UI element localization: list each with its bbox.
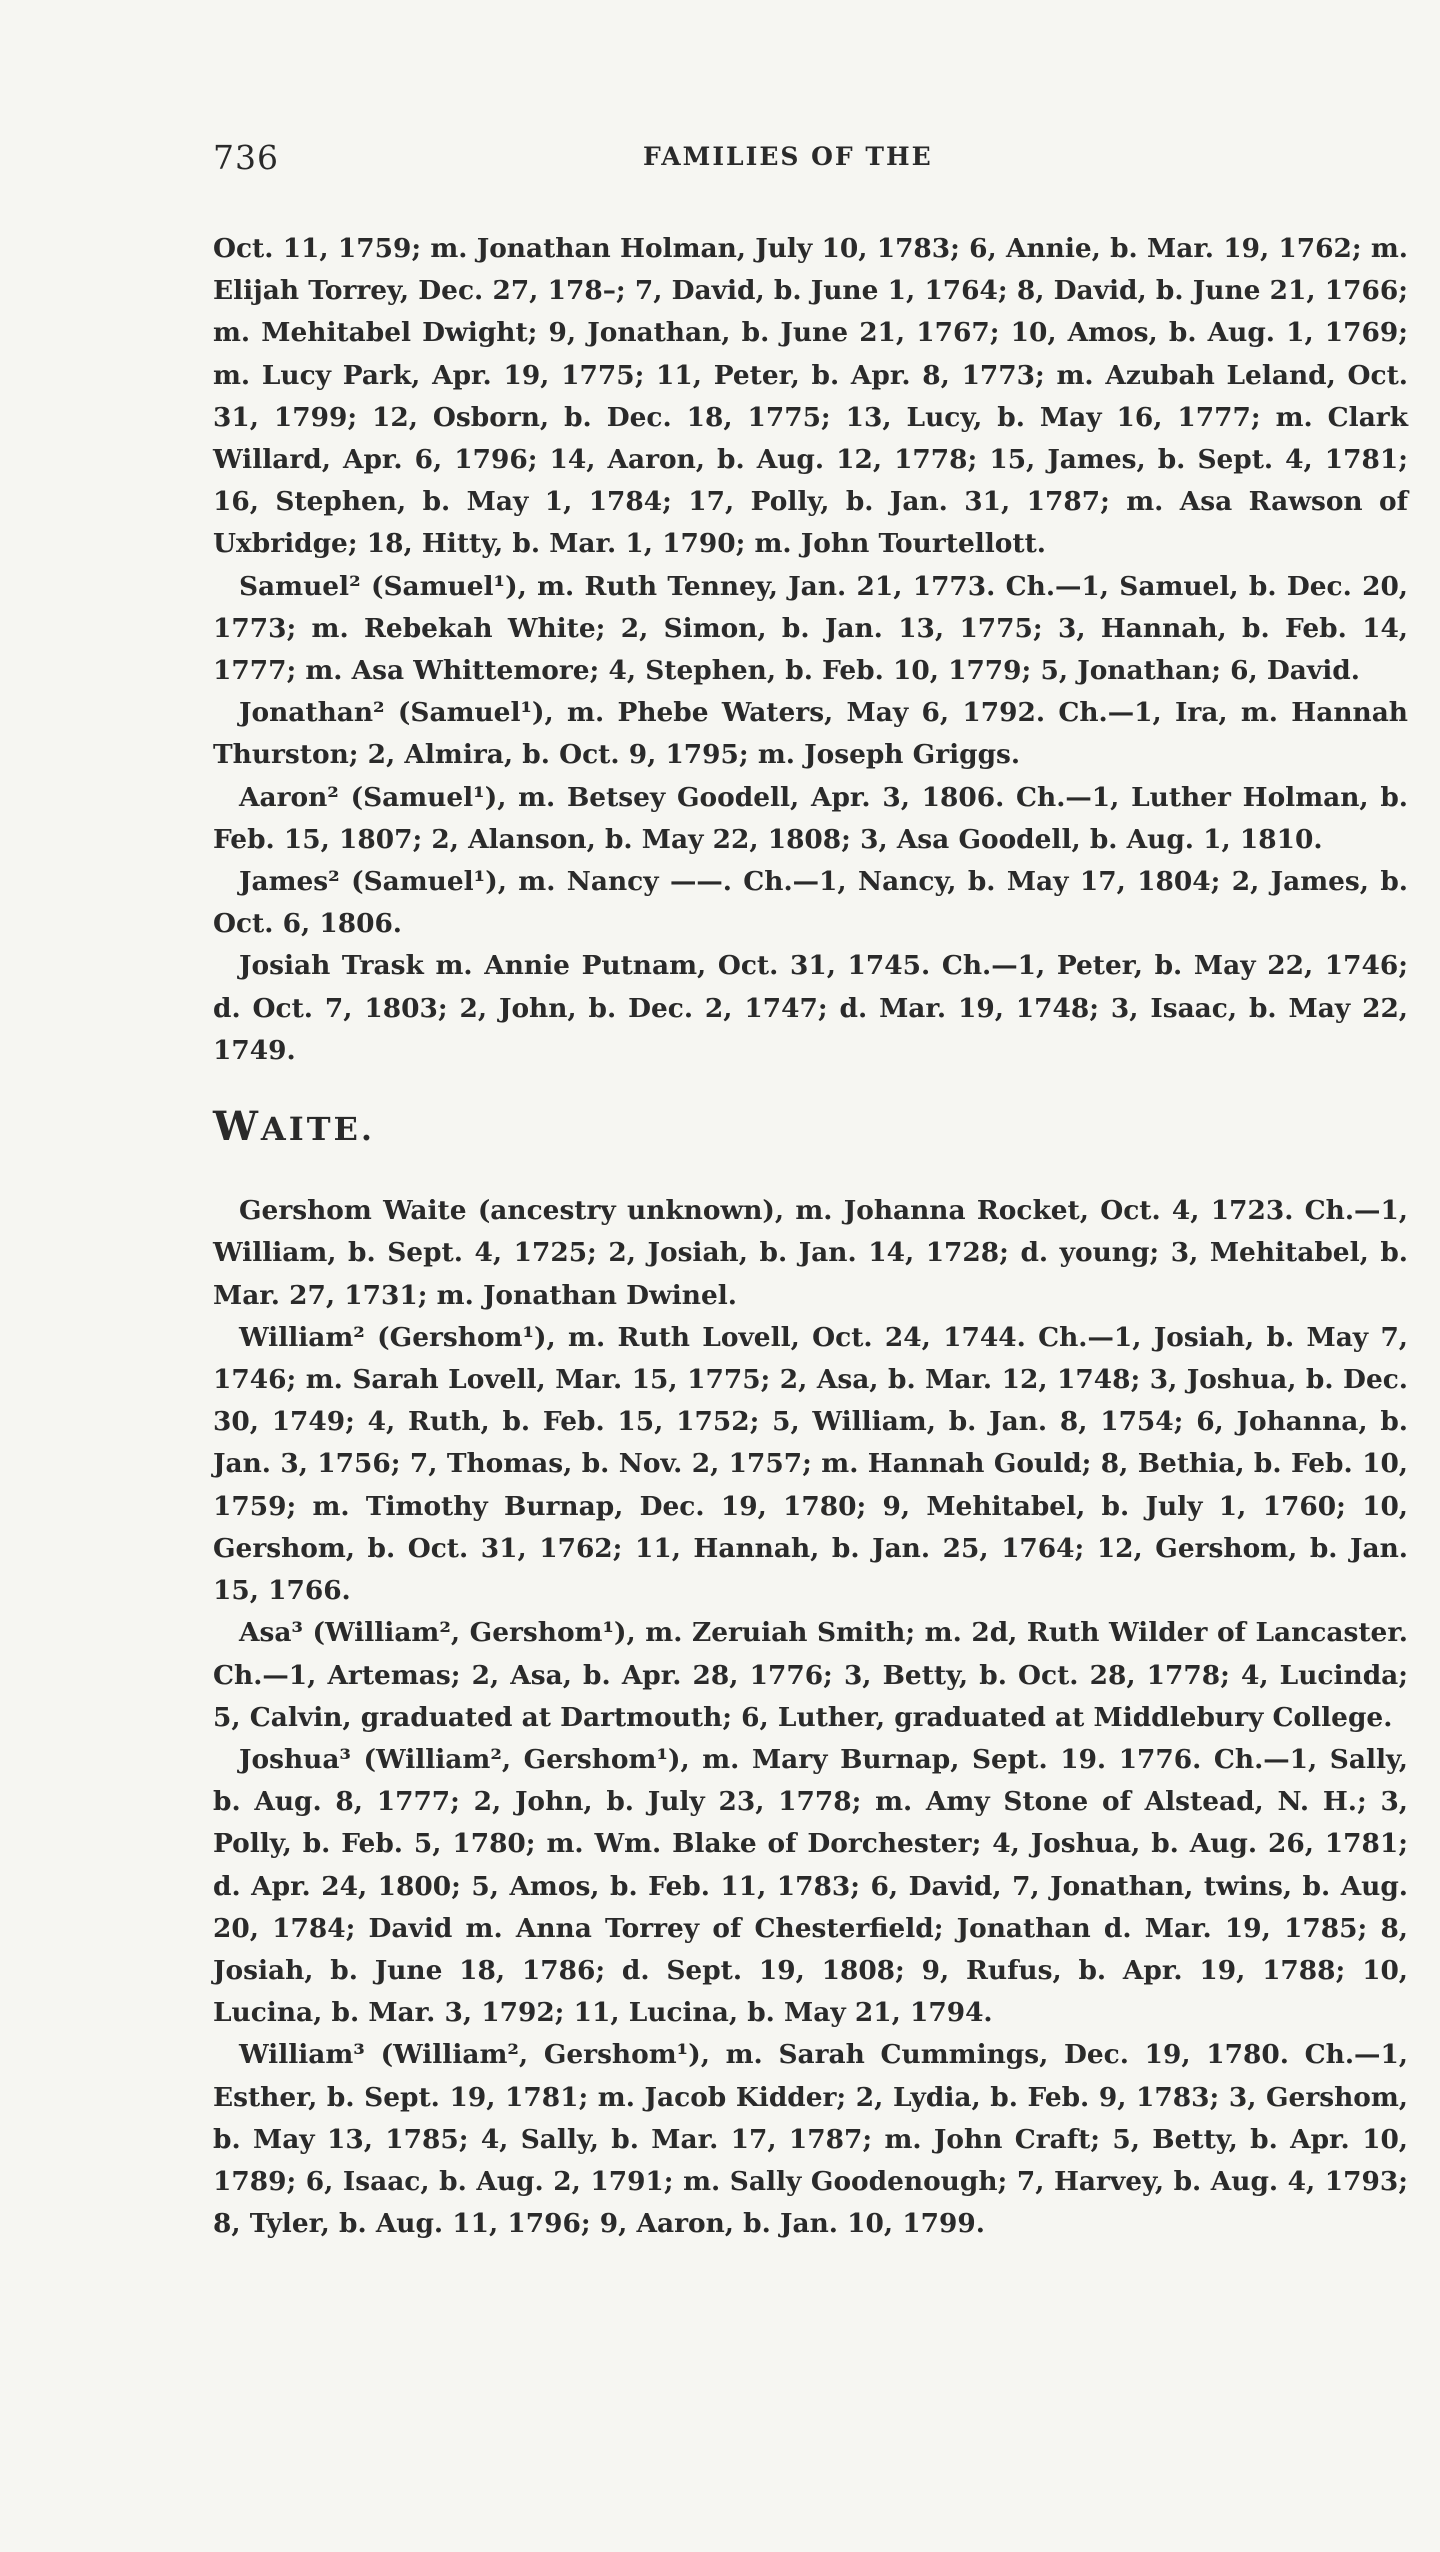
paragraph-asa-3: Asa³ (William², Gershom¹), m. Zeruiah Smith; m. 2d, Ruth Wilder of Lancaster. Ch.—1, Artemas; 2, Asa, b. Apr. 28, 1776; 3, Betty, b. Oct. 28, 1778; 4, Lucinda; 5, Calvin, graduated at Dartmouth; 6, Luther, graduated at Middlebury College.: [213, 1617, 1408, 1733]
paragraph-joshua-3: Joshua³ (William², Gershom¹), m. Mary Burnap, Sept. 19. 1776. Ch.—1, Sally, b. Aug. 8, 1777; 2, John, b. July 23, 1778; m. Amy Stone of Alstead, N. H.; 3, Polly, b. Feb. 5, 1780; m. Wm. Blake of Dorchester; 4, Joshua, b. Aug. 26, 1781; d. Apr. 24, 1800; 5, Amos, b. Feb. 11, 1783; 6, David, 7, Jonathan, twins, b. Aug. 20, 1784; David m. Anna Torrey of Chesterfield; Jonathan d. Mar. 19, 1785; 8, Josiah, b. June 18, 1786; d. Sept. 19, 1808; 9, Rufus, b. Apr. 19, 1788; 10, Lucina, b. Mar. 3, 1792; 11, Lucina, b. May 21, 1794.: [213, 1743, 1408, 2029]
page-number: 736: [213, 138, 279, 177]
paragraph-aaron: Aaron² (Samuel¹), m. Betsey Goodell, Apr. 3, 1806. Ch.—1, Luther Holman, b. Feb. 15, 1807; 2, Alanson, b. May 22, 1808; 3, Asa Goodell, b. Aug. 1, 1810.: [213, 781, 1408, 855]
section-heading-waite: [213, 1103, 1408, 1151]
paragraph-continuation: Oct. 11, 1759; m. Jonathan Holman, July 10, 1783; 6, Annie, b. Mar. 19, 1762; m. Elijah Torrey, Dec. 27, 178–; 7, David, b. June 1, 1764; 8, David, b. June 21, 1766; m. Mehitabel Dwight; 9, Jonathan, b. June 21, 1767; 10, Amos, b. Aug. 1, 1769; m. Lucy Park, Apr. 19, 1775; 11, Peter, b. Apr. 8, 1773; m. Azubah Leland, Oct. 31, 1799; 12, Osborn, b. Dec. 18, 1775; 13, Lucy, b. May 16, 1777; m. Clark Willard, Apr. 6, 1796; 14, Aaron, b. Aug. 12, 1778; 15, James, b. Sept. 4, 1781; 16, Stephen, b. May 1, 1784; 17, Polly, b. Jan. 31, 1787; m. Asa Rawson of Uxbridge; 18, Hitty, b. Mar. 1, 1790; m. John Tourtellott.: [213, 233, 1408, 560]
page-header: [213, 138, 1413, 188]
paragraph-jonathan: Jonathan² (Samuel¹), m. Phebe Waters, May 6, 1792. Ch.—1, Ira, m. Hannah Thurston; 2, Almira, b. Oct. 9, 1795; m. Joseph Griggs.: [213, 697, 1408, 771]
paragraph-samuel: Samuel² (Samuel¹), m. Ruth Tenney, Jan. 21, 1773. Ch.—1, Samuel, b. Dec. 20, 1773; m. Rebekah White; 2, Simon, b. Jan. 13, 1775; 3, Hannah, b. Feb. 14, 1777; m. Asa Whittemore; 4, Stephen, b. Feb. 10, 1779; 5, Jonathan; 6, David.: [213, 570, 1408, 687]
paragraph-josiah-trask: Josiah Trask m. Annie Putnam, Oct. 31, 1745. Ch.—1, Peter, b. May 22, 1746; d. Oct. 7, 1803; 2, John, b. Dec. 2, 1747; d. Mar. 19, 1748; 3, Isaac, b. May 22, 1749.: [213, 950, 1408, 1066]
running-head: FAMILIES OF THE: [643, 142, 933, 171]
section-heading-rest: AITE.: [260, 1110, 376, 1149]
paragraph-james: James² (Samuel¹), m. Nancy ——. Ch.—1, Nancy, b. May 17, 1804; 2, James, b. Oct. 6, 1806.: [213, 866, 1408, 940]
paragraph-william-3: William³ (William², Gershom¹), m. Sarah Cummings, Dec. 19, 1780. Ch.—1, Esther, b. Sept. 19, 1781; m. Jacob Kidder; 2, Lydia, b. Feb. 9, 1783; 3, Gershom, b. May 13, 1785; 4, Sally, b. Mar. 17, 1787; m. John Craft; 5, Betty, b. Apr. 10, 1789; 6, Isaac, b. Aug. 2, 1791; m. Sally Goodenough; 7, Harvey, b. Aug. 4, 1793; 8, Tyler, b. Aug. 11, 1796; 9, Aaron, b. Jan. 10, 1799.: [213, 2039, 1408, 2240]
paragraph-william-2: William² (Gershom¹), m. Ruth Lovell, Oct. 24, 1744. Ch.—1, Josiah, b. May 7, 1746; m. Sarah Lovell, Mar. 15, 1775; 2, Asa, b. Mar. 12, 1748; 3, Joshua, b. Dec. 30, 1749; 4, Ruth, b. Feb. 15, 1752; 5, William, b. Jan. 8, 1754; 6, Johanna, b. Jan. 3, 1756; 7, Thomas, b. Nov. 2, 1757; m. Hannah Gould; 8, Bethia, b. Feb. 10, 1759; m. Timothy Burnap, Dec. 19, 1780; 9, Mehitabel, b. July 1, 1760; 10, Gershom, b. Oct. 31, 1762; 11, Hannah, b. Jan. 25, 1764; 12, Gershom, b. Jan. 15, 1766.: [213, 1321, 1408, 1607]
page-body: [213, 228, 1408, 2245]
paragraph-gershom-waite: Gershom Waite (ancestry unknown), m. Johanna Rocket, Oct. 4, 1723. Ch.—1, William, b. Sept. 4, 1725; 2, Josiah, b. Jan. 14, 1728; d. young; 3, Mehitabel, b. Mar. 27, 1731; m. Jonathan Dwinel.: [213, 1195, 1408, 1311]
section-heading-initial: W: [213, 1103, 261, 1151]
